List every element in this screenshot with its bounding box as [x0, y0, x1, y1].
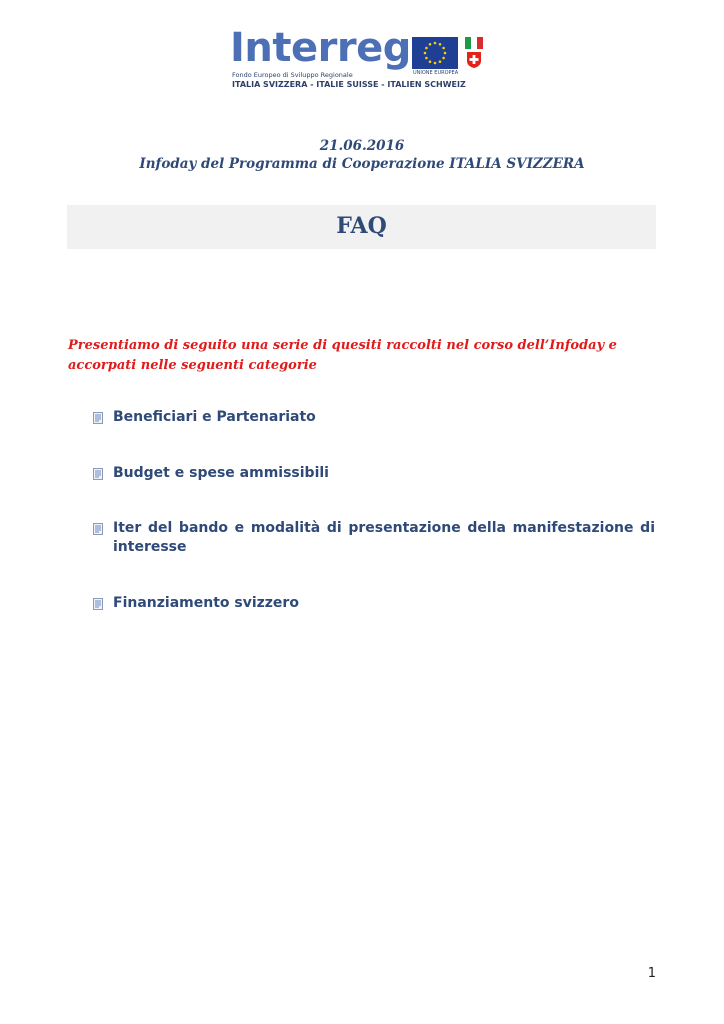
intro-paragraph: Presentiamo di seguito una serie di quesiti raccolti nel corso dell’Infoday e accorpati nelle seguenti categorie	[68, 338, 617, 373]
category-label: Iter del bando e modalità di presentazione della manifestazione di interesse	[113, 520, 655, 555]
document-icon	[93, 598, 103, 610]
page-number: 1	[647, 966, 656, 981]
eu-flag-icon	[412, 37, 458, 69]
category-label: Finanziamento svizzero	[113, 595, 299, 611]
interreg-logo	[230, 25, 492, 92]
logo-subtitle: Fondo Europeo di Sviluppo Regionale	[232, 71, 353, 79]
switzerland-shield-icon	[467, 52, 481, 68]
document-icon	[93, 468, 103, 480]
document-icon	[93, 412, 103, 424]
document-subtitle: Infoday del Programma di Cooperazione ITALIA SVIZZERA	[139, 156, 585, 172]
logo-program: ITALIA SVIZZERA - ITALIE SUISSE - ITALIEN SCHWEIZ	[232, 80, 466, 89]
faq-title-box	[67, 205, 656, 249]
document-date: 21.06.2016	[319, 138, 405, 154]
document-icon	[93, 523, 103, 535]
italy-flag-icon	[465, 37, 483, 49]
category-label: Beneficiari e Partenariato	[113, 409, 316, 425]
logo-wordmark: Interreg	[230, 25, 411, 71]
eu-label: UNIONE EUROPEA	[413, 70, 459, 76]
category-label: Budget e spese ammissibili	[113, 465, 329, 481]
page-title: FAQ	[336, 213, 387, 239]
